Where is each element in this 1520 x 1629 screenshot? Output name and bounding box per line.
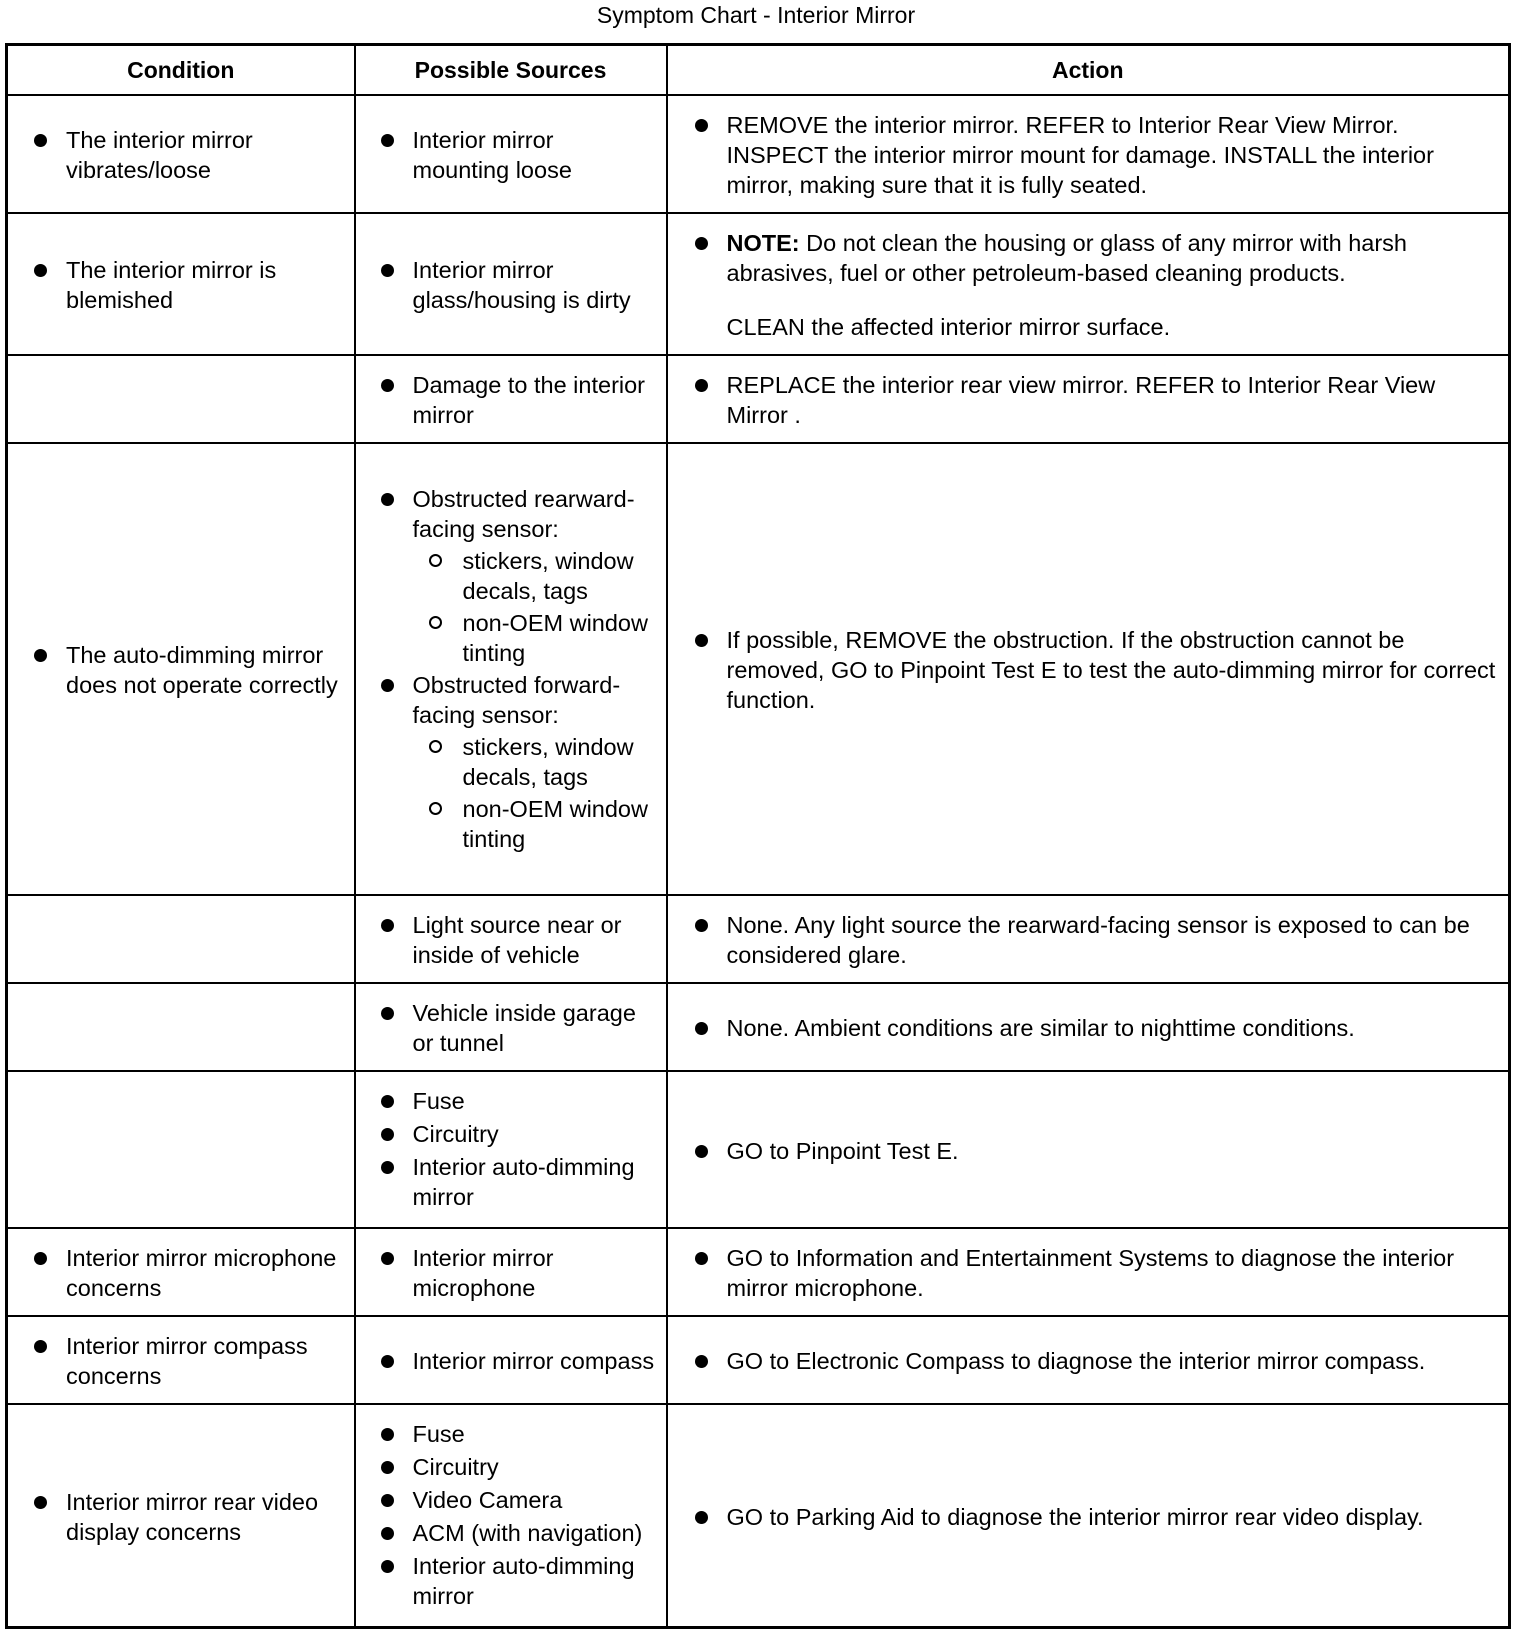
table-row — [7, 983, 1510, 1071]
action-followup: CLEAN the affected interior mirror surface. — [726, 314, 1171, 340]
source-label: Obstructed rearward-facing sensor: — [412, 486, 635, 542]
table-row — [7, 1228, 1510, 1316]
condition-cell-empty — [7, 355, 355, 443]
condition-cell-empty — [7, 983, 355, 1071]
source-item: Light source near or inside of vehicle — [366, 910, 656, 970]
header-possible-sources: Possible Sources — [355, 45, 667, 96]
sources-cell — [355, 443, 667, 895]
condition-cell — [7, 1316, 355, 1404]
sources-cell — [355, 1228, 667, 1316]
header-action: Action — [667, 45, 1510, 96]
action-text: REMOVE the interior mirror. REFER to Interior Rear View Mirror. INSPECT the interior mirror mount for damage. INSTALL the interior mirror, making sure that it is fully seated. — [678, 110, 1499, 200]
sources-cell — [355, 355, 667, 443]
sources-cell — [355, 95, 667, 213]
sources-cell — [355, 983, 667, 1071]
page-title: Symptom Chart - Interior Mirror — [596, 2, 916, 28]
source-item: Circuitry — [366, 1119, 656, 1149]
table-row — [7, 1316, 1510, 1404]
source-item: Video Camera — [366, 1485, 662, 1515]
condition-text: Interior mirror compass concerns — [18, 1331, 344, 1391]
action-text: None. Any light source the rearward-facing sensor is exposed to can be considered glare. — [678, 910, 1499, 970]
condition-cell-empty — [7, 895, 355, 983]
table-row — [7, 355, 1510, 443]
source-item: Interior mirror mounting loose — [366, 125, 656, 185]
source-item: ACM (with navigation) — [366, 1518, 662, 1548]
source-item: Interior mirror glass/housing is dirty — [366, 255, 656, 315]
condition-text: Interior mirror microphone concerns — [18, 1243, 344, 1303]
source-item: Circuitry — [366, 1452, 662, 1482]
action-text: GO to Electronic Compass to diagnose the interior mirror compass. — [678, 1346, 1499, 1376]
action-cell — [667, 1316, 1510, 1404]
source-item — [366, 670, 656, 854]
table-row — [7, 95, 1510, 213]
condition-cell — [7, 1404, 355, 1628]
header-condition: Condition — [7, 45, 355, 96]
action-text: If possible, REMOVE the obstruction. If the obstruction cannot be removed, GO to Pinpoint Test E to test the auto-dimming mirror for correct function. — [678, 625, 1499, 715]
source-subitem: stickers, window decals, tags — [413, 546, 656, 606]
source-item: Interior mirror compass — [366, 1346, 656, 1376]
source-item: Vehicle inside garage or tunnel — [366, 998, 656, 1058]
source-subitem: stickers, window decals, tags — [413, 732, 656, 792]
source-subitem: non-OEM window tinting — [413, 608, 656, 668]
note-text: Do not clean the housing or glass of any mirror with harsh abrasives, fuel or other petroleum-based cleaning products. — [726, 230, 1407, 286]
sources-cell — [355, 895, 667, 983]
condition-cell — [7, 1228, 355, 1316]
action-cell — [667, 983, 1510, 1071]
table-row — [7, 1404, 1510, 1628]
source-item: Damage to the interior mirror — [366, 370, 656, 430]
source-subitem: non-OEM window tinting — [413, 794, 656, 854]
source-item: Interior auto-dimming mirror — [366, 1551, 662, 1611]
action-cell — [667, 355, 1510, 443]
condition-text: Interior mirror rear video display concerns — [18, 1487, 344, 1547]
sources-cell — [355, 1404, 667, 1628]
table-row — [7, 443, 1510, 895]
condition-cell-empty — [7, 1071, 355, 1228]
table-row — [7, 895, 1510, 983]
source-label: Obstructed forward-facing sensor: — [412, 672, 621, 728]
action-note — [678, 228, 1499, 288]
action-cell — [667, 95, 1510, 213]
condition-text: The interior mirror vibrates/loose — [18, 125, 344, 185]
source-item: Fuse — [366, 1086, 656, 1116]
source-item: Interior auto-dimming mirror — [366, 1152, 656, 1212]
table-header-row — [7, 45, 1510, 96]
action-cell — [667, 895, 1510, 983]
action-cell — [667, 443, 1510, 895]
source-item — [366, 484, 656, 668]
action-cell — [667, 213, 1510, 355]
table-row — [7, 1071, 1510, 1228]
action-text: None. Ambient conditions are similar to nighttime conditions. — [678, 1013, 1499, 1043]
action-text: GO to Information and Entertainment Systems to diagnose the interior mirror microphone. — [678, 1243, 1499, 1303]
condition-cell — [7, 443, 355, 895]
action-cell — [667, 1404, 1510, 1628]
action-cell — [667, 1071, 1510, 1228]
sources-cell — [355, 1071, 667, 1228]
condition-text: The auto-dimming mirror does not operate correctly — [18, 640, 344, 700]
condition-cell — [7, 213, 355, 355]
sources-cell — [355, 1316, 667, 1404]
action-text: GO to Parking Aid to diagnose the interior mirror rear video display. — [678, 1502, 1499, 1532]
source-item: Fuse — [366, 1419, 662, 1449]
table-row — [7, 213, 1510, 355]
action-cell — [667, 1228, 1510, 1316]
action-text: REPLACE the interior rear view mirror. REFER to Interior Rear View Mirror . — [678, 370, 1499, 430]
sources-cell — [355, 213, 667, 355]
condition-cell — [7, 95, 355, 213]
source-item: Interior mirror microphone — [366, 1243, 656, 1303]
symptom-chart-table — [5, 43, 1511, 1629]
action-text: GO to Pinpoint Test E. — [678, 1136, 1499, 1166]
condition-text: The interior mirror is blemished — [18, 255, 344, 315]
note-label: NOTE: — [726, 230, 800, 256]
